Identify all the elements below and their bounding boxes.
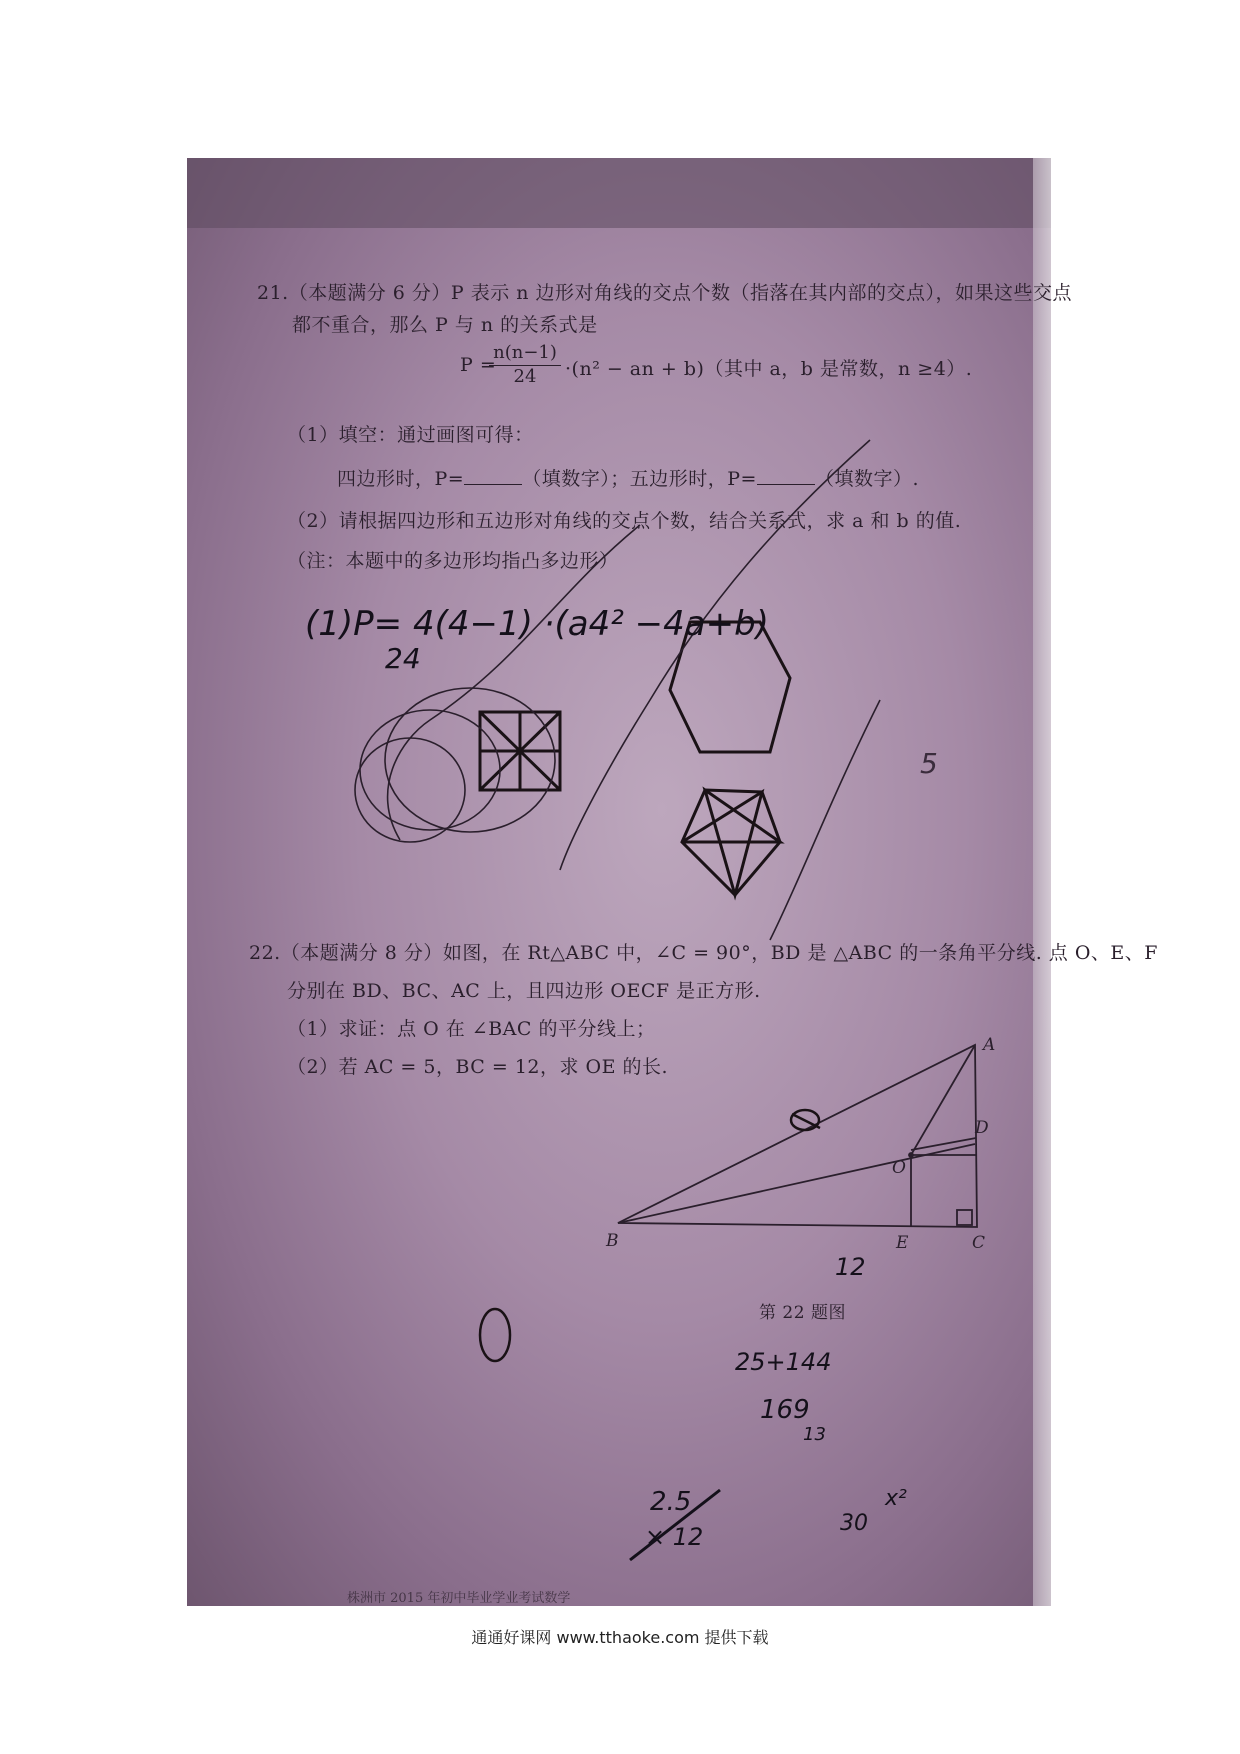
hand-scribbles bbox=[355, 440, 880, 940]
label-c: C bbox=[972, 1233, 986, 1253]
q21-fill-b: （填数字）；五边形时，P= bbox=[522, 468, 757, 490]
q21-formula-right: ·(n² − an + b)（其中 a，b 是常数，n ≥4）. bbox=[565, 358, 973, 380]
hand-calc3: 13 bbox=[803, 1424, 826, 1445]
label-d: D bbox=[975, 1118, 989, 1138]
point-o bbox=[909, 1153, 913, 1157]
hand-formula: (1)P= 4(4−1) ·(a4² −4a+b) bbox=[305, 604, 769, 644]
hand-calc6: 30 bbox=[840, 1511, 868, 1536]
q21-note: （注：本题中的多边形均指凸多边形） bbox=[287, 550, 619, 572]
q22-figure-labels bbox=[605, 1035, 995, 1253]
label-a: A bbox=[983, 1035, 996, 1055]
q22-figure-caption: 第 22 题图 bbox=[759, 1303, 846, 1323]
q21-fill-c: （填数字）. bbox=[814, 468, 919, 490]
q22-figure bbox=[618, 1045, 977, 1227]
label-o: O bbox=[892, 1158, 906, 1178]
q21-formula-left: P = bbox=[460, 354, 497, 376]
q21-formula-denominator: 24 bbox=[513, 366, 537, 387]
q21-formula-numerator: n(n−1) bbox=[489, 342, 561, 366]
q22-line1: 22.（本题满分 8 分）如图，在 Rt△ABC 中，∠C = 90°，BD 是 △ABC 的一条角平分线. 点 O、E、F bbox=[249, 942, 1158, 964]
triangle-abc bbox=[618, 1045, 977, 1227]
hand-calc2: 169 bbox=[760, 1395, 810, 1425]
hand-calc5: × 12 bbox=[645, 1523, 704, 1551]
hand-square bbox=[480, 712, 560, 790]
hand-calc1: 25+144 bbox=[735, 1348, 832, 1376]
hand-pentagon-star bbox=[682, 790, 780, 895]
hand-calc4: 2.5 bbox=[650, 1487, 692, 1517]
hand-twelve: 12 bbox=[835, 1253, 866, 1281]
q22-part1: （1）求证：点 O 在 ∠BAC 的平分线上； bbox=[287, 1018, 656, 1040]
hand-calc7: x² bbox=[885, 1486, 907, 1511]
label-e: E bbox=[896, 1233, 909, 1253]
paper-footer-strip: 株洲市 2015 年初中毕业学业考试数学 bbox=[347, 1591, 571, 1606]
hand-five: 5 bbox=[920, 747, 938, 780]
right-angle-mark bbox=[957, 1210, 972, 1225]
label-b: B bbox=[606, 1231, 619, 1251]
q21-line2: 都不重合，那么 P 与 n 的关系式是 bbox=[292, 314, 598, 336]
hand-formula-den: 24 bbox=[385, 642, 421, 675]
bottom-caption: 通通好课网 www.tthaoke.com 提供下载 bbox=[471, 1628, 769, 1647]
q22-part2: （2）若 AC = 5，BC = 12，求 OE 的长. bbox=[287, 1056, 669, 1078]
q21-line1: 21.（本题满分 6 分）P 表示 n 边形对角线的交点个数（指落在其内部的交点），如果这些交点 bbox=[257, 282, 1073, 304]
q21-part2: （2）请根据四边形和五边形对角线的交点个数，结合关系式，求 a 和 b 的值. bbox=[287, 510, 962, 532]
q21-fill-a: 四边形时，P= bbox=[337, 468, 465, 490]
q22-line2: 分别在 BD、BC、AC 上，且四边形 OECF 是正方形. bbox=[287, 980, 761, 1002]
q21-part1: （1）填空：通过画图可得： bbox=[287, 424, 534, 446]
